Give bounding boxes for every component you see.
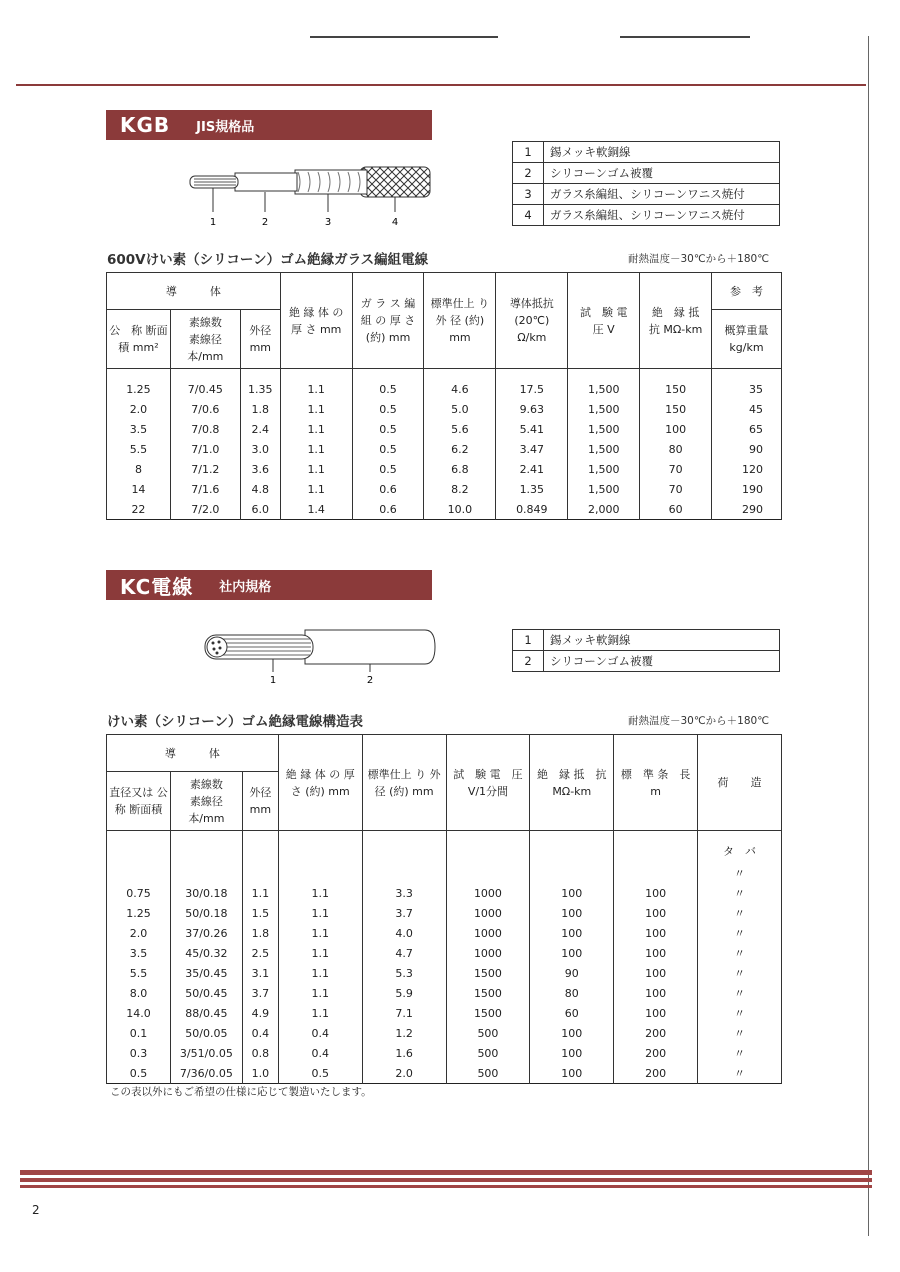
table-cell: 0.5: [352, 419, 424, 439]
table-cell: 2,000: [568, 499, 640, 520]
table-cell: 1.1: [280, 439, 352, 459]
table-row: [107, 903, 782, 923]
table-cell: 0.6: [352, 479, 424, 499]
table-cell: 5.6: [424, 419, 496, 439]
table-cell: 30/0.18: [170, 883, 242, 903]
footer-stripe: [20, 1170, 872, 1175]
table-cell: 2.0: [107, 399, 171, 419]
kgb-subtitle: JIS規格品: [196, 119, 255, 135]
table-cell: 0.1: [107, 1023, 171, 1043]
table-cell: 0.4: [278, 1043, 362, 1063]
header-packing: 荷 造: [698, 735, 782, 831]
table-cell: 0.5: [352, 459, 424, 479]
header-insulation: 絶 縁 体 の 厚 さ mm: [280, 273, 352, 369]
table-row: [107, 479, 782, 499]
table-cell: 0.849: [496, 499, 568, 520]
table-cell: 5.41: [496, 419, 568, 439]
page-edge: [868, 36, 869, 1236]
header-insulation-resistance: 絶 縁 抵 抗 MΩ-km: [530, 735, 614, 831]
table-cell: 〃: [698, 883, 782, 903]
table-cell: 35/0.45: [170, 963, 242, 983]
table-cell: 2.4: [240, 419, 280, 439]
table-cell: 150: [640, 399, 712, 419]
table-cell: 60: [640, 499, 712, 520]
table-cell: 100: [614, 1003, 698, 1023]
table-row: [107, 963, 782, 983]
table-row: [107, 1023, 782, 1043]
table-cell: 〃: [698, 1043, 782, 1063]
table-cell: 290: [712, 499, 782, 520]
kc-rubber-coat: [305, 630, 435, 664]
kgb-callout-3: 3: [324, 217, 332, 228]
page-number: 2: [32, 1203, 40, 1217]
table-cell: 〃: [698, 1003, 782, 1023]
table-cell: 1.0: [242, 1063, 278, 1084]
header-resistance: 導体抵抗 (20℃) Ω/km: [496, 273, 568, 369]
table-row: [107, 1043, 782, 1063]
header-area: 公 称 断面積 mm²: [107, 310, 171, 369]
kc-title: KC電線: [120, 574, 194, 599]
table-cell: 1.35: [240, 379, 280, 399]
kgb-table-title: 600Vけい素（シリコーン）ゴム絶縁ガラス編組電線: [107, 252, 429, 268]
table-cell: 100: [530, 883, 614, 903]
table-cell: 1.5: [242, 903, 278, 923]
table-cell: 1000: [446, 923, 530, 943]
header-finish-od: 標準仕上 り 外 径 (約) mm: [424, 273, 496, 369]
table-row: [107, 419, 782, 439]
table-cell: 4.8: [240, 479, 280, 499]
table-cell: 1.1: [278, 903, 362, 923]
header-strands: [170, 772, 242, 831]
table-cell: 1.1: [280, 379, 352, 399]
table-cell: 〃: [698, 903, 782, 923]
table-cell: 0.5: [352, 379, 424, 399]
kc-legend: [512, 629, 780, 672]
header-reference: 参 考: [712, 273, 782, 310]
legend-text: ガラス糸編組、シリコーンワニス焼付: [544, 184, 780, 205]
table-cell: 100: [530, 923, 614, 943]
table-cell: 7/1.2: [170, 459, 240, 479]
kc-table-title: けい素（シリコーン）ゴム絶縁電線構造表: [107, 714, 363, 730]
table-cell: 17.5: [496, 379, 568, 399]
table-cell: 1500: [446, 1003, 530, 1023]
table-cell: 1.25: [107, 379, 171, 399]
table-cell: 120: [712, 459, 782, 479]
kgb-legend: [512, 141, 780, 226]
table-cell: 1.4: [280, 499, 352, 520]
table-cell: 100: [614, 903, 698, 923]
table-cell: 150: [640, 379, 712, 399]
table-cell: 1.1: [278, 923, 362, 943]
legend-num: 3: [513, 184, 544, 205]
table-cell: 1.6: [362, 1043, 446, 1063]
table-cell: 7/36/0.05: [170, 1063, 242, 1084]
table-cell: 35: [712, 379, 782, 399]
table-cell: 1.1: [280, 459, 352, 479]
table-cell: 0.5: [278, 1063, 362, 1084]
table-cell: 3.7: [242, 983, 278, 1003]
table-cell: 100: [614, 883, 698, 903]
table-cell: 500: [446, 1023, 530, 1043]
table-cell: 200: [614, 1043, 698, 1063]
kgb-rubber-coat: [235, 173, 297, 191]
legend-num: 2: [513, 163, 544, 184]
table-cell: 〃: [698, 983, 782, 1003]
table-cell: 45/0.32: [170, 943, 242, 963]
table-row: [107, 379, 782, 399]
legend-row: [513, 205, 780, 226]
header-od: 外径 mm: [242, 772, 278, 831]
table-row: [107, 1003, 782, 1023]
table-cell: 1,500: [568, 379, 640, 399]
table-cell: 4.9: [242, 1003, 278, 1023]
table-row: [107, 439, 782, 459]
table-cell: 3.47: [496, 439, 568, 459]
table-row: [107, 499, 782, 520]
table-cell: 7/1.0: [170, 439, 240, 459]
table-cell: 4.7: [362, 943, 446, 963]
legend-text: 錫メッキ軟銅線: [544, 142, 780, 163]
table-cell: 1,500: [568, 419, 640, 439]
table-cell: 〃: [698, 963, 782, 983]
table-cell: 2.5: [242, 943, 278, 963]
legend-text: 錫メッキ軟銅線: [544, 630, 780, 651]
table-cell: 7.1: [362, 1003, 446, 1023]
table-cell: 1500: [446, 983, 530, 1003]
kgb-banner: [106, 110, 432, 140]
table-cell: 1.8: [240, 399, 280, 419]
table-row: [107, 863, 782, 883]
table-cell: 100: [614, 963, 698, 983]
table-cell: 0.75: [107, 883, 171, 903]
legend-row: [513, 163, 780, 184]
table-cell: 2.0: [107, 923, 171, 943]
table-cell: 3.1: [242, 963, 278, 983]
kgb-callout-1: 1: [209, 217, 217, 228]
header-strands-bottom: 素線径 本/mm: [188, 794, 225, 825]
table-cell: 37/0.26: [170, 923, 242, 943]
table-cell: 1.1: [278, 983, 362, 1003]
legend-row: [513, 651, 780, 672]
table-cell: 0.4: [278, 1023, 362, 1043]
table-cell: 3.0: [240, 439, 280, 459]
kgb-callout-2: 2: [261, 217, 269, 228]
kgb-inner-braid: [295, 170, 367, 194]
table-cell: 100: [614, 923, 698, 943]
header-od: 外径 mm: [240, 310, 280, 369]
legend-num: 1: [513, 142, 544, 163]
kgb-outer-braid: [360, 167, 430, 197]
table-cell: 7/2.0: [170, 499, 240, 520]
table-cell: 100: [530, 1043, 614, 1063]
legend-text: シリコーンゴム被覆: [544, 163, 780, 184]
legend-num: 2: [513, 651, 544, 672]
header-area: 直径又は 公 称 断面積: [107, 772, 171, 831]
header-strands-top: 素線数: [189, 777, 223, 791]
table-cell: 0.6: [352, 499, 424, 520]
table-cell: 〃: [698, 1063, 782, 1084]
table-cell: 8.2: [424, 479, 496, 499]
header-glass-braid: ガ ラ ス 編 組 の 厚 さ (約) mm: [352, 273, 424, 369]
table-cell: 0.5: [107, 1063, 171, 1084]
table-cell: 〃: [698, 943, 782, 963]
table-cell: 7/0.8: [170, 419, 240, 439]
table-cell: 1,500: [568, 459, 640, 479]
table-cell: 7/1.6: [170, 479, 240, 499]
kgb-table-body: [107, 369, 782, 520]
table-cell: 5.0: [424, 399, 496, 419]
table-cell: 4.6: [424, 379, 496, 399]
table-cell: 88/0.45: [170, 1003, 242, 1023]
table-cell: 2.41: [496, 459, 568, 479]
table-row: [107, 459, 782, 479]
table-cell: 7/0.6: [170, 399, 240, 419]
table-cell: 100: [530, 1023, 614, 1043]
table-cell: 60: [530, 1003, 614, 1023]
table-cell: 3.3: [362, 883, 446, 903]
table-cell: 1.1: [278, 943, 362, 963]
legend-text: シリコーンゴム被覆: [544, 651, 780, 672]
table-cell: 65: [712, 419, 782, 439]
table-row: [107, 983, 782, 1003]
table-cell: 1.1: [278, 963, 362, 983]
header-finish-od: 標準仕上 り 外 径 (約) mm: [362, 735, 446, 831]
table-cell: 200: [614, 1063, 698, 1084]
table-cell: 1.1: [278, 883, 362, 903]
table-cell: 1.1: [280, 399, 352, 419]
table-cell: 0.3: [107, 1043, 171, 1063]
table-cell: 〃: [698, 1023, 782, 1043]
table-cell: 4.0: [362, 923, 446, 943]
table-cell: 9.63: [496, 399, 568, 419]
table-cell: 1.1: [278, 1003, 362, 1023]
table-cell: 1.1: [280, 419, 352, 439]
table-cell: 5.3: [362, 963, 446, 983]
table-cell: 1,500: [568, 399, 640, 419]
legend-row: [513, 142, 780, 163]
table-cell: 2.0: [362, 1063, 446, 1084]
table-cell: 7/0.45: [170, 379, 240, 399]
table-cell: 50/0.05: [170, 1023, 242, 1043]
table-cell: 0.5: [352, 399, 424, 419]
table-cell: 3.6: [240, 459, 280, 479]
table-cell: 100: [614, 983, 698, 1003]
table-cell: 0.5: [352, 439, 424, 459]
kc-callout-2: 2: [366, 675, 374, 686]
kc-callout-1: 1: [269, 675, 277, 686]
table-cell: 3.7: [362, 903, 446, 923]
table-cell: 22: [107, 499, 171, 520]
table-cell: 1.1: [242, 883, 278, 903]
legend-num: 4: [513, 205, 544, 226]
table-row: [107, 1063, 782, 1084]
legend-row: [513, 184, 780, 205]
table-cell: 1000: [446, 883, 530, 903]
kc-temp-range: 耐熱温度－30℃から＋180℃: [628, 715, 769, 727]
kgb-spec-table: [106, 272, 782, 520]
header-rule: [16, 84, 866, 86]
table-cell: 1.1: [280, 479, 352, 499]
kc-spec-table: [106, 734, 782, 1084]
table-cell: 500: [446, 1063, 530, 1084]
table-cell: 6.2: [424, 439, 496, 459]
kgb-cable-diagram: [180, 160, 450, 230]
table-cell: 1000: [446, 943, 530, 963]
table-row: [107, 831, 782, 864]
table-cell: 1500: [446, 963, 530, 983]
table-cell: 100: [530, 943, 614, 963]
header-insulation: 絶 縁 体 の 厚 さ (約) mm: [278, 735, 362, 831]
table-cell: 5.9: [362, 983, 446, 1003]
table-cell: 0.8: [242, 1043, 278, 1063]
table-cell: 1000: [446, 903, 530, 923]
table-cell: 14: [107, 479, 171, 499]
table-cell: 50/0.18: [170, 903, 242, 923]
kgb-title: KGB: [120, 113, 171, 137]
table-cell: 10.0: [424, 499, 496, 520]
table-cell: 1.35: [496, 479, 568, 499]
top-rule-left: [310, 36, 498, 38]
kc-cable-diagram: [195, 625, 445, 687]
kc-footnote: この表以外にもご希望の仕様に応じて製造いたします。: [110, 1086, 372, 1098]
legend-row: [513, 630, 780, 651]
table-cell: 90: [712, 439, 782, 459]
header-strands: [170, 310, 240, 369]
table-cell: 8.0: [107, 983, 171, 1003]
table-cell: 90: [530, 963, 614, 983]
header-strands-bottom: 素線径 本/mm: [187, 332, 224, 363]
header-weight: 概算重量 kg/km: [712, 310, 782, 369]
table-row: [107, 923, 782, 943]
table-cell: 100: [640, 419, 712, 439]
table-cell: 70: [640, 479, 712, 499]
table-row: [107, 399, 782, 419]
table-cell: 〃: [698, 923, 782, 943]
table-cell: 70: [640, 459, 712, 479]
header-length: 標 準 条 長 m: [614, 735, 698, 831]
top-rule-right: [620, 36, 750, 38]
table-cell: 5.5: [107, 963, 171, 983]
table-cell: 5.5: [107, 439, 171, 459]
table-cell: 1,500: [568, 479, 640, 499]
table-cell: 500: [446, 1043, 530, 1063]
table-cell: 50/0.45: [170, 983, 242, 1003]
legend-num: 1: [513, 630, 544, 651]
table-cell: 100: [530, 1063, 614, 1084]
packing-top: タ バ: [698, 831, 782, 864]
kc-table-body: [107, 831, 782, 1084]
table-cell: 45: [712, 399, 782, 419]
table-cell: 14.0: [107, 1003, 171, 1023]
kgb-temp-range: 耐熱温度－30℃から＋180℃: [628, 253, 769, 265]
table-cell: 80: [530, 983, 614, 1003]
legend-text: ガラス糸編組、シリコーンワニス焼付: [544, 205, 780, 226]
table-cell: 8: [107, 459, 171, 479]
table-cell: 1.2: [362, 1023, 446, 1043]
table-cell: 100: [530, 903, 614, 923]
table-cell: 0.4: [242, 1023, 278, 1043]
spacer-row: [107, 369, 782, 380]
header-insulation-resistance: 絶 縁 抵 抗 MΩ-km: [640, 273, 712, 369]
table-cell: 3.5: [107, 419, 171, 439]
kgb-callout-4: 4: [391, 217, 399, 228]
table-cell: 200: [614, 1023, 698, 1043]
kc-banner: [106, 570, 432, 600]
table-cell: 80: [640, 439, 712, 459]
table-cell: 190: [712, 479, 782, 499]
footer-stripe: [20, 1185, 872, 1188]
table-cell: 1.8: [242, 923, 278, 943]
table-cell: 6.0: [240, 499, 280, 520]
table-row: [107, 883, 782, 903]
header-test-voltage: 試 験 電 圧 V: [568, 273, 640, 369]
table-cell: 6.8: [424, 459, 496, 479]
table-cell: 1.25: [107, 903, 171, 923]
header-test-voltage: 試 験 電 圧 V/1分間: [446, 735, 530, 831]
footer-stripe: [20, 1178, 872, 1182]
header-conductor: 導 体: [107, 273, 281, 310]
kc-subtitle: 社内規格: [219, 579, 272, 595]
header-conductor: 導 体: [107, 735, 279, 772]
table-cell: 100: [614, 943, 698, 963]
table-cell: 3.5: [107, 943, 171, 963]
table-cell: 3/51/0.05: [170, 1043, 242, 1063]
header-strands-top: 素線数: [188, 315, 222, 329]
table-row: [107, 943, 782, 963]
table-cell: 1,500: [568, 439, 640, 459]
packing-ditto: 〃: [698, 863, 782, 883]
